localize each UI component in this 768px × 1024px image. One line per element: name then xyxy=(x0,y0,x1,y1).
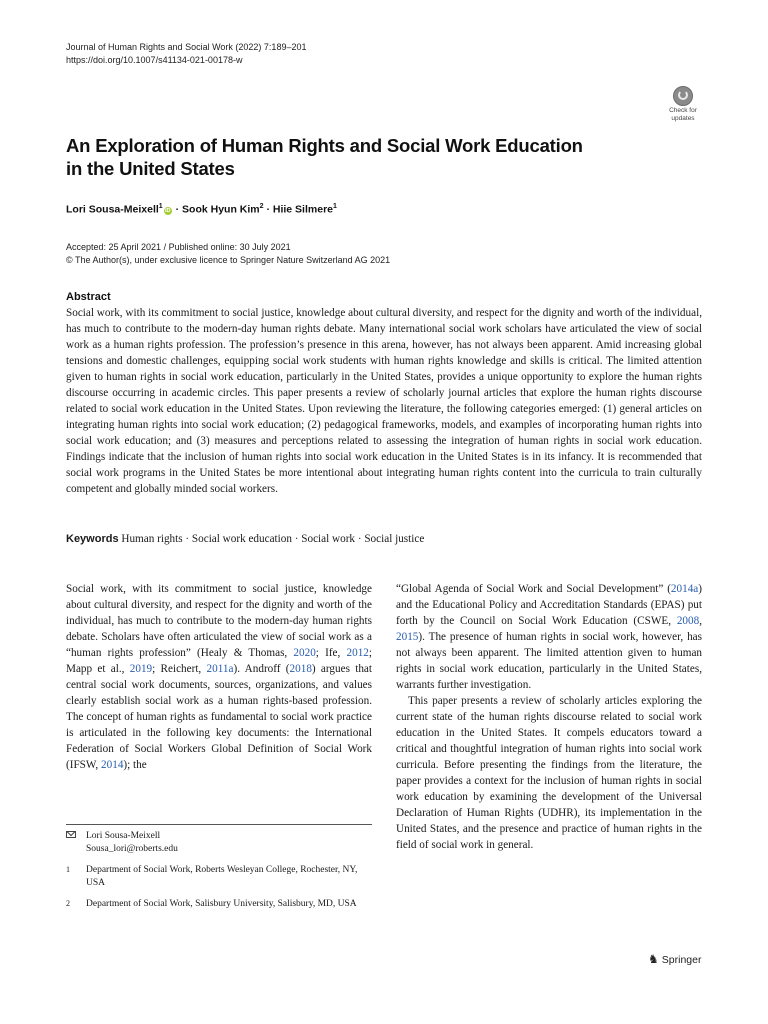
citation-link[interactable]: 2015 xyxy=(396,631,419,643)
citation-link[interactable]: 2011a xyxy=(206,663,234,675)
publisher-name: Springer xyxy=(661,954,702,966)
crossmark-label: Check for updates xyxy=(669,107,697,122)
publication-dates xyxy=(66,241,390,266)
keywords-label: Keywords xyxy=(66,533,119,545)
accepted-published-dates: Accepted: 25 April 2021 / Published online: 30 July 2021 xyxy=(66,242,291,252)
crossmark-icon xyxy=(673,86,693,106)
affiliation-footnote xyxy=(66,864,372,889)
footnotes xyxy=(66,830,372,920)
author-name[interactable]: Lori Sousa-Meixell xyxy=(66,203,159,216)
author-name[interactable]: Hiie Silmere xyxy=(272,203,333,216)
citation-link[interactable]: 2014 xyxy=(101,759,124,771)
journal-citation: Journal of Human Rights and Social Work (2022) 7:189–201 xyxy=(66,42,307,52)
author-affiliation-mark: 1 xyxy=(158,203,163,210)
orcid-icon[interactable]: iD xyxy=(164,207,171,214)
body-left-column xyxy=(66,581,372,773)
author-affiliation-mark: 1 xyxy=(333,203,337,210)
body-paragraph: “Global Agenda of Social Work and Social Development” (2014a) and the Educational Policy and Accreditation Standards (EPAS) put forth by the Council on Social Work Education (CSWE, 2008, 2015). The presence of human rights in social work, however, has not always been apparent. The limited attention given to human rights in social work education, particularly in the United States, warrants further investigation. xyxy=(396,583,702,691)
citation-link[interactable]: 2019 xyxy=(129,663,153,675)
body-right-column xyxy=(396,581,702,853)
affiliation-footnote xyxy=(66,898,372,911)
check-for-updates-badge[interactable] xyxy=(665,86,701,124)
citation-link[interactable]: 2008 xyxy=(676,615,700,627)
abstract-text: Social work, with its commitment to social justice, knowledge about cultural diversity, and respect for the dignity and worth of the individual, has much to contribute to the modern-day human rights debate. Many international social work scholars have articulated the view of social work as a human rights profession. The profession’s presence in this arena, however, has not always been apparent. Amid increasing global tensions and domestic challenges, equipping social work students with human rights knowledge and skills is critical. The limited attention given to human rights in social work education, particularly in the United States, provides a unique opportunity to explore the human rights discourse occurring in academic circles. This paper presents a review of scholarly journal articles that explore the human rights discourse related to social work education in the United States. Upon reviewing the literature, the following categories emerged: (1) general articles on integrating human rights into social work education; (2) pedagogical frameworks, models, and examples of incorporating human rights into social work education; and (3) measures and perceptions related to assessing the integration of human rights in social work education. Findings indicate that the inclusion of human rights into social work education in the United States is in its infancy. It is recommended that social work programs in the United States be more intentional about integrating human rights content into the curricula to train culturally competent and globally minded social workers. xyxy=(66,307,702,495)
doi-link[interactable]: https://doi.org/10.1007/s41134-021-00178-w xyxy=(66,55,243,65)
author-list xyxy=(66,203,337,216)
affiliation-mark: 1 xyxy=(66,865,70,874)
citation-link[interactable]: 2012 xyxy=(346,647,369,659)
abstract-heading: Abstract xyxy=(66,291,111,303)
citation-link[interactable]: 2018 xyxy=(289,663,312,675)
keywords-list: Human rights · Social work education · Social work · Social justice xyxy=(121,533,425,545)
springer-horse-icon: ♞ xyxy=(648,952,659,966)
corresponding-author-footnote xyxy=(66,830,372,855)
author-separator: · xyxy=(263,203,273,216)
journal-header xyxy=(66,41,306,67)
affiliation-text: Department of Social Work, Salisbury University, Salisbury, MD, USA xyxy=(86,899,357,909)
affiliation-text: Department of Social Work, Roberts Wesleyan College, Rochester, NY, USA xyxy=(86,865,358,888)
corresponding-author-name: Lori Sousa-Meixell xyxy=(86,831,161,841)
author-affiliation-mark: 2 xyxy=(259,203,264,210)
body-paragraph: Social work, with its commitment to social justice, knowledge about cultural diversity, and respect for the dignity and worth of the individual, has much to contribute to the modern-day human rights debate. Scholars have often articulated the view of social work as a “human rights profession” (Healy & Thomas, 2020; Ife, 2012; Mapp et al., 2019; Reichert, 2011a). Androff (2018) argues that central social work documents, sources, organizations, and values clearly establish social work as a human rights-based profession. The concept of human rights as fundamental to social work practice is articulated in the following key documents: the International Federation of Social Workers Global Definition of Social Work (IFSW, 2014); the xyxy=(66,583,373,771)
paper-title: An Exploration of Human Rights and Social Work Education in the United States xyxy=(66,135,583,179)
body-paragraph: This paper presents a review of scholarly articles exploring the current state of the human rights discourse related to social work education in the United States. It compels educators toward a critical and thoughtful integration of human rights into social work curricula. Before presenting the findings from the literature, the paper provides a context for the inclusion of human rights in social work education by examining the development of the Universal Declaration of Human Rights (UDHR), its implementation in the United States, and the presence and practice of human rights in the field of social work in general. xyxy=(396,695,702,851)
copyright-notice: © The Author(s), under exclusive licence to Springer Nature Switzerland AG 2021 xyxy=(66,254,391,265)
footnote-divider xyxy=(66,824,372,825)
envelope-icon xyxy=(66,830,76,843)
keywords xyxy=(66,533,424,545)
publisher-logo xyxy=(648,952,701,966)
citation-link[interactable]: 2014a xyxy=(670,583,699,595)
corresponding-author-email[interactable]: Sousa_lori@roberts.edu xyxy=(86,843,178,854)
citation-link[interactable]: 2020 xyxy=(293,647,316,659)
author-name[interactable]: Sook Hyun Kim xyxy=(182,203,260,216)
author-separator: · xyxy=(172,203,183,216)
affiliation-mark: 2 xyxy=(66,899,70,908)
